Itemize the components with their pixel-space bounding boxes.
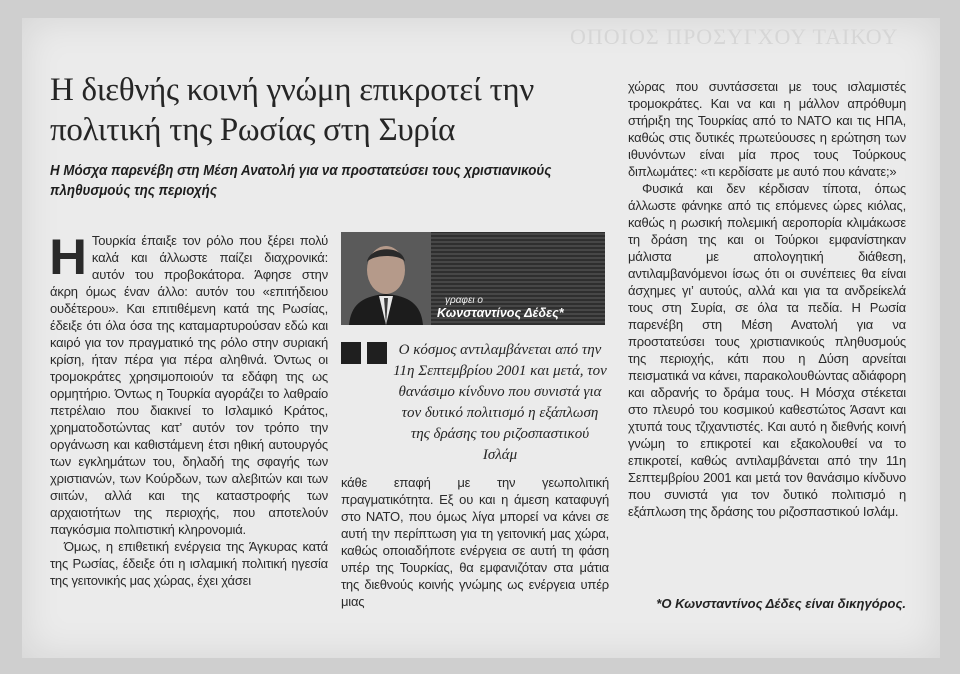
article-column-2	[341, 474, 609, 610]
byline-label: γραφει ο	[445, 295, 483, 306]
author-footnote: *Ο Κωνσταντίνος Δέδες είναι δικηγόρος.	[656, 596, 906, 611]
article-paragraph: Όμως, η επιθετική ενέργεια της Άγκυρας κατά της Ρωσίας, έδειξε ότι η ισλαμική πολιτική ηγεσία της γειτονικής μας χώρας, έχει χάσει	[50, 539, 328, 588]
author-portrait	[341, 232, 431, 325]
subheadline-line-2: πληθυσμούς της περιοχής	[50, 183, 217, 199]
author-photo-banner	[341, 232, 605, 325]
article-paragraph: κάθε επαφή με την γεωπολιτική πραγματικότητα. Εξ ου και η άμεση καταφυγή στο ΝΑΤΟ, που όμως λίγα μπορεί να κάνει σε αυτή την περίπτωση για τη γειτονική μας χώρα, καθώς οποιαδήποτε ενέργεια σε αυτή τη φάση υπέρ της Τουρκίας, θα εμφανιζόταν στα μάτια της διεθνούς κοινής γνώμης ως ενέργεια υπέρ μιας	[341, 475, 609, 609]
article-paragraph	[49, 229, 328, 538]
subheadline	[50, 161, 565, 201]
paragraph-text: Τουρκία έπαιξε τον ρόλο που ξέρει πολύ καλά και άλλωστε παίζει διαχρονικά: αυτόν του προβοκάτορα. Άφησε στην άκρη όμως έναν άλλο: αυτόν του «επιτήδειου ουδέτερου». Και επιτιθέμενη κατά της Ρωσίας, έδειξε ότι όλα όσα της καταμαρτυρούσαν εδώ και καιρό για τον πραγματικό της ρόλο στην συριακή κρίση, ήταν πέρα για πέρα αληθινά. Όντως οι τρομοκράτες χρησιμοποιούν τα εδάφη της ως ορμητήριο. Όντως η Τουρκία αγοράζει το λαθραίο πετρέλαιο που διακινεί το Ισλαμικό Κράτος, χρηματοδοτώντας κατ’ αυτόν τον τρόπο την οργάνωση και καθιστάμενη έτσι ηθική αυτουργός των εγκλημάτων του, δηλαδή της σφαγής των χριστιανών, των Κούρδων, των αλεβιτών και των σιιτών, αλλά και της καταστροφής των αρχαιοτήτων της περιοχής, που αποτελούν παγκόσμια πολιτιστική κληρονομιά.	[50, 233, 328, 537]
headline-line-2: πολιτική της Ρωσίας στη Συρία	[50, 112, 456, 148]
subheadline-line-1: Η Μόσχα παρενέβη στη Μέση Ανατολή για να προστατεύσει τους χριστιανικούς	[50, 163, 552, 179]
bleed-through-text: ΟΠΟΙΟΣ ΠΡΟΣΥΓΧΟΥ ΤΑΙΚΟΥ	[570, 24, 899, 46]
headline-line-1: Η διεθνής κοινή γνώμη επικροτεί την	[50, 72, 534, 108]
article-column-1	[49, 229, 328, 589]
author-name: Κωνσταντίνος Δέδες*	[437, 306, 564, 320]
article-column-3	[628, 78, 906, 520]
drop-cap: Η	[49, 229, 87, 285]
article-paragraph: Φυσικά και δεν κέρδισαν τίποτα, όπως άλλωστε φάνηκε από τις επόμενες ώρες κιόλας, καθώς η ρωσική πολεμική αεροπορία κλιμάκωσε τη δράση της και οι Τούρκοι εμφανίστηκαν μάλιστα με απολογητική διάθεση, αντιλαμβανόμενοι ίσως ότι οι συνέπειες θα είναι άσχημες γι’ αυτούς, αλλά και για τα ανδρείκελά τους στη Συρία, σε όλα τα πεδία. Η Ρωσία παρενέβη στη Μέση Ανατολή για να προστατεύσει τους χριστιανικούς πληθυσμούς της περιοχής, κάτι που η Δύση αρνείται πεισματικά να κάνει, παρακολουθώντας αδιάφορη και αδρανής το δράμα τους. Η Μόσχα στέκεται στο πλευρό του κοσμικού καθεστώτος Άσαντ και χτυπά τους τζιχαντιστές. Και αυτό η διεθνής κοινή γνώμη το επικροτεί και εξακολουθεί να το επικροτεί, καθώς αντιλαμβάνεται από την 11η Σεπτεμβρίου 2001 και μετά τον θανάσιμο κίνδυνο που συνιστά για τον δυτικό πολιτισμό η εξάπλωση της δράσης του ριζοσπαστικού Ισλάμ.	[628, 181, 906, 519]
quote-marks-icon	[341, 342, 387, 364]
pull-quote: Ο κόσμος αντιλαμβάνεται από την 11η Σεπτεμβρίου 2001 και μετά, τον θανάσιμο κίνδυνο που συνιστά για τον δυτικό πολιτισμό η εξάπλωση της δράσης του ριζοσπαστικού Ισλάμ	[393, 342, 607, 463]
headline	[50, 70, 610, 150]
article-paragraph: χώρας που συντάσσεται με τους ισλαμιστές τρομοκράτες. Και να και η μάλλον απρόθυμη στήριξη της Τουρκίας από το ΝΑΤΟ και τις ΗΠΑ, καθώς στις δυτικές πρωτεύουσες η ερώτηση των ιθυνόντων είναι μία προς τους Τούρκους διπλωμάτες: «τι κερδίσατε με αυτό που κάνατε;»	[628, 79, 906, 179]
